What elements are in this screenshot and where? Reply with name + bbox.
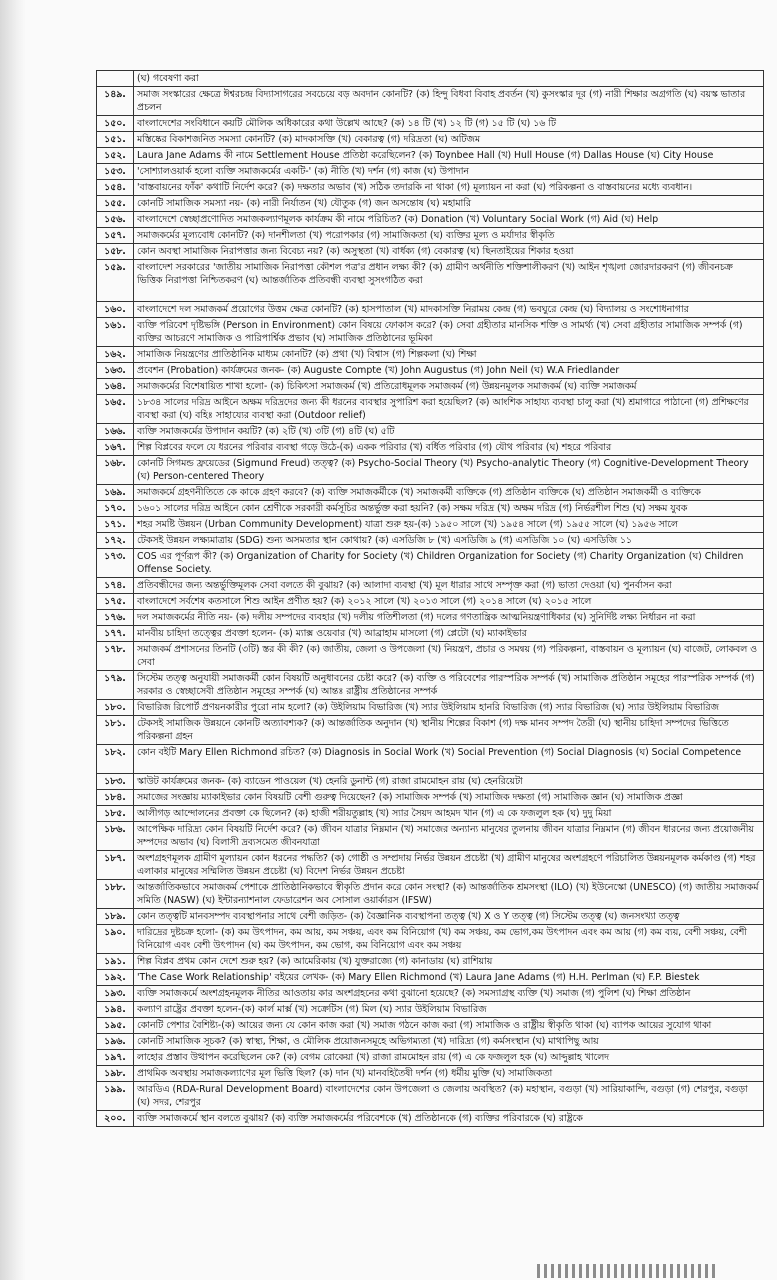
question-number: ১৭৯. (97, 671, 134, 700)
question-text: সমাজ সংস্কারের ক্ষেত্রে ঈশ্বরচন্দ্র বিদ্যাসাগরের সবচেয়ে বড় অবদান কোনটি? (ক) হিন্দু বিধবা বিবাহ প্রবর্তন (খ) কুসংস্কার দূর (গ) নারী শিক্ষার অগ্রগতি (ঘ) বয়স্ক ভাতার প্রচলন (134, 87, 764, 116)
question-number: ১৯৫. (97, 1018, 134, 1034)
question-text: ব্যক্তি সমাজকর্মে অংশগ্রহনমূলক নীতির আওতায় কার অংশগ্রহনের কথা বুঝানো হয়েছে? (ক) সমস্যাগ্রস্থ ব্যক্তি (খ) সমাজ (গ) পুলিশ (ঘ) শিক্ষা প্রতিষ্ঠান (134, 986, 764, 1002)
question-text: সিস্টেম তত্ত্ব অনুযায়ী সমাজকর্মী কোন বিষয়টি অনুধাবনের চেষ্টা করে? (ক) ব্যক্তি ও পরিবেশের পারস্পরিক সম্পর্ক (খ) সামাজিক প্রতিষ্ঠান সমূহের পারস্পরিক সম্পর্ক (গ) সরকার ও স্বেচ্ছাসেবী প্রতিষ্ঠান সমূহের সম্পর্ক (ঘ) আন্তঃ রাষ্ট্রীয় প্রতিষ্ঠানের সম্পর্ক (134, 671, 764, 700)
question-row (97, 774, 764, 790)
question-text: স্কাউট কার্যক্রমের জনক- (ক) ব্যাডেন পাওয়েল (খ) হেনরি ডুনান্ট (গ) রাজা রামমোহন রায় (ঘ) হেনরিয়েটা (134, 774, 764, 790)
question-row (97, 970, 764, 986)
question-text: দল সমাজকর্মের নীতি নয়- (ক) দলীয় সম্পদের ব্যবহার (খ) দলীয় গতিশীলতা (গ) দলের গণতান্ত্রিক আত্মনিয়ন্ত্রণাধিকার (ঘ) সুনির্দিষ্ট লক্ষ্য নির্ধারন না করা (134, 610, 764, 626)
question-row (97, 851, 764, 880)
question-row (97, 347, 764, 363)
question-row (97, 424, 764, 440)
question-text: বাংলাদেশে স্বেচ্ছাপ্রণোদিত সমাজকল্যাণমূলক কার্যক্রম কী নামে পরিচিত? (ক) Donation (খ) Voluntary Social Work (গ) Aid (ঘ) Help (134, 212, 764, 228)
question-text: শহর সমষ্টি উন্নয়ন (Urban Community Development) যাত্রা শুরু হয়-(ক) ১৯৫০ সালে (খ) ১৯৫৪ সালে (গ) ১৯৫৫ সালে (ঘ) ১৯৫৬ সালে (134, 517, 764, 533)
question-number: ১৬৬. (97, 424, 134, 440)
question-number: ১৮৯. (97, 909, 134, 925)
question-number: ১৫৬. (97, 212, 134, 228)
question-text: শিল্প বিপ্লব প্রথম কোন দেশে শুরু হয়? (ক) আমেরিকায় (খ) যুক্তরাজ্যে (গ) কানাডায় (ঘ) রাশিয়ায় (134, 954, 764, 970)
question-row (97, 909, 764, 925)
question-row (97, 164, 764, 180)
question-row (97, 363, 764, 379)
question-row (97, 1050, 764, 1066)
question-text: শিল্প বিপ্লবের ফলে যে ধরনের পরিবার ব্যবস্থা গড়ে উঠে-(ক) একক পরিবার (খ) বর্ধিত পরিবার (গ) যৌথ পরিবার (ঘ) শহরে পরিবার (134, 440, 764, 456)
question-text: বাংলাদেশে দল সমাজকর্ম প্রয়োগের উত্তম ক্ষেত্র কোনটি? (ক) হাসপাতাল (খ) মাদকাসক্তি নিরাময় কেন্দ্র (গ) ভবঘুরে কেন্দ্র (ঘ) বিদ্যালয় ও সংশোধনাগার (134, 302, 764, 318)
question-text: বিভারিজ রিপোর্ট প্রণয়নকারীর পুরো নাম হলো? (ক) উইলিয়াম বিভারিজ (খ) স্যার উইলিয়াম হানরি বিভারিজ (গ) স্যার বিভারিজ (ঘ) স্যার উইলিয়াম বিভারিজ (134, 700, 764, 716)
question-row (97, 501, 764, 517)
question-number: ১৯০. (97, 925, 134, 954)
question-row (97, 485, 764, 501)
question-number: ১৭৪. (97, 578, 134, 594)
question-number: ১৫৪. (97, 180, 134, 196)
question-row (97, 700, 764, 716)
question-number: ১৬৮. (97, 456, 134, 485)
question-text: প্রাথমিক অবস্থায় সমাজকল্যাণের মূল ভিত্তি ছিল? (ক) দান (খ) মানবহিতৈষী দর্শন (গ) ধর্মীয় মুক্তি (ঘ) সামাজিকতা (134, 1066, 764, 1082)
question-row (97, 260, 764, 302)
question-text: সমাজকর্মের বিশেষায়িত শাখা হলো- (ক) চিকিৎসা সমাজকর্ম (খ) প্রতিরোধমূলক সমাজকর্ম (গ) উন্নয়নমূলক সমাজকর্ম (ঘ) ব্যক্তি সমাজকর্ম (134, 379, 764, 395)
question-number: ১৭৫. (97, 594, 134, 610)
question-text: কোনটি সামাজিক সূচক? (ক) স্বাস্থ্য, শিক্ষা, ও মৌলিক প্রয়োজনসমূহে অভিগম্যতা (খ) দারিদ্র্য (গ) কর্মসংস্থান (ঘ) মাথাপিছু আয় (134, 1034, 764, 1050)
question-row (97, 880, 764, 909)
question-text: COS এর পূর্ণরূপ কী? (ক) Organization of Charity for Society (খ) Children Organization for Society (গ) Charity Organization (ঘ) Children Offense Society. (134, 549, 764, 578)
question-text: 'সোশ্যালওয়ার্ক হলো ব্যক্তি সমাজকর্মের একটি-' (ক) নীতি (খ) দর্শন (গ) কাজ (ঘ) উপাদান (134, 164, 764, 180)
question-row (97, 626, 764, 642)
question-text: টেকসই উন্নয়ন লক্ষ্যমাত্রায় (SDG) শুন্য অসমতার স্থান কোথায়? (ক) এসডিজি ৮ (খ) এসডিজি ৯ (গ) এসডিজি ১০ (ঘ) এসডিজি ১১ (134, 533, 764, 549)
question-text: 'বাস্তবায়নের ফাঁক' কথাটি নির্দেশ করে? (ক) দক্ষতার অভাব (খ) সঠিক তদারকি না থাকা (গ) মূল্যায়ন না করা (ঘ) পরিকল্পনা ও বাস্তবায়নের মধ্যে ব্যবধান। (134, 180, 764, 196)
question-row (97, 806, 764, 822)
question-number: ১৬১. (97, 318, 134, 347)
question-number: ১৯৮. (97, 1066, 134, 1082)
question-row (97, 1002, 764, 1018)
question-text: সামাজিক নিয়ন্ত্রণের প্রাতিষ্ঠানিক মাধ্যম কোনটি? (ক) প্রথা (খ) বিশ্বাস (গ) শিল্পকলা (ঘ) শিক্ষা (134, 347, 764, 363)
question-text: টেকসই সামাজিক উন্নয়নে কোনটি অত্যাবশ্যক? (ক) আন্তর্জাতিক অনুদান (খ) স্থানীয় শিল্পের বিকাশ (গ) দক্ষ মানব সম্পদ তৈরী (ঘ) স্থানীয় চাহিদা সম্পদের ভিত্তিতে পরিকল্পনা গ্রহন (134, 716, 764, 745)
question-text: কল্যাণ রাষ্ট্রের প্রবক্তা হলেন-(ক) কার্ল মার্ক্স (খ) সক্রেটিস (গ) মিল (ঘ) স্যার উইলিয়াম বিভারিজ (134, 1002, 764, 1018)
question-row (97, 1066, 764, 1082)
question-number: ২০০. (97, 1111, 134, 1127)
question-number: ১৫০. (97, 116, 134, 132)
question-number: ১৮৫. (97, 806, 134, 822)
question-number: ১৮৬. (97, 822, 134, 851)
question-number: ১৯২. (97, 970, 134, 986)
question-row (97, 1111, 764, 1127)
question-number: ১৭৮. (97, 642, 134, 671)
question-row (97, 1034, 764, 1050)
question-text: লাহোর প্রস্তাব উত্থাপন করেছিলেন কে? (ক) বেগম রোকেয়া (খ) রাজা রামমোহন রায় (গ) এ কে ফজলুল হক (ঘ) আব্দুল্লাহ খালেদ (134, 1050, 764, 1066)
question-number: ১৬৯. (97, 485, 134, 501)
question-number: ১৬৩. (97, 363, 134, 379)
question-number: ১৭৭. (97, 626, 134, 642)
question-text: কোন তত্ত্বটি মানবসম্পদ ব্যবস্থাপনার সাথে বেশী জড়িত- (ক) বৈজ্ঞানিক ব্যবস্থাপনা তত্ত্ব (খ) X ও Y তত্ত্ব (গ) সিস্টেম তত্ত্ব (ঘ) জনসংখ্যা তত্ত্ব (134, 909, 764, 925)
question-number: ১৯১. (97, 954, 134, 970)
question-number: ১৯৪. (97, 1002, 134, 1018)
question-row (97, 116, 764, 132)
question-text: সমাজকর্মের মূল্যবোধ কোনটি? (ক) দানশীলতা (খ) পরোপকার (গ) সামাজিকতা (ঘ) ব্যক্তির মূল্য ও মর্যাদার স্বীকৃতি (134, 228, 764, 244)
question-text: Laura Jane Adams কী নামে Settlement House প্রতিষ্ঠা করেছিলেন? (ক) Toynbee Hall (খ) Hull House (গ) Dallas House (ঘ) City House (134, 148, 764, 164)
question-number: ১৫৯. (97, 260, 134, 302)
question-text: প্রবেশন (Probation) কার্যক্রমের জনক- (ক) Auguste Compte (খ) John Augustus (গ) John Neil (ঘ) W.A Friedlander (134, 363, 764, 379)
question-text: 'The Case Work Relationship' বইয়ের লেখক- (ক) Mary Ellen Richmond (খ) Laura Jane Adams (গ) H.H. Perlman (ঘ) F.P. Biestek (134, 970, 764, 986)
question-row (97, 533, 764, 549)
question-row (97, 196, 764, 212)
question-text: দারিদ্রের দুষ্টচক্র হলো- (ক) কম উৎপাদন, কম আয়, কম সঞ্চয়, এবং কম বিনিয়োগ (খ) কম সঞ্চয়, কম ভোগ,কম উৎপাদন এবং কম আয় (গ) কম ব্যয়, বেশী সঞ্চয়, বেশী বিনিয়োগ এবং বেশী উৎপাদন (ঘ) কম উৎপাদন, কম ভোগ, কম বিনিয়োগ এবং কম সঞ্চয় (134, 925, 764, 954)
question-number: ১৬৪. (97, 379, 134, 395)
question-text: প্রতিবন্ধীদের জন্য অন্তর্ভুক্তিমূলক সেবা বলতে কী বুঝায়? (ক) আলাদা ব্যবস্থা (খ) মূল ধারার সাথে সম্পৃক্ত করা (গ) ভাতা দেওয়া (ঘ) পুনর্বাসন করা (134, 578, 764, 594)
question-row (97, 87, 764, 116)
question-text: কোন অবস্থা সামাজিক নিরাপত্তার জন্য বিবেচ্য নয়? (ক) অসুস্থতা (খ) বার্ধক্য (গ) বেকারত্ব (ঘ) ছিনতাইয়ের শিকার হওয়া (134, 244, 764, 260)
question-row (97, 986, 764, 1002)
question-row (97, 456, 764, 485)
question-text: মানবীয় চাহিদা তত্ত্বের প্রবক্তা হলেন- (ক) ম্যাক্স ওয়েবার (খ) আব্রাহাম মাসলো (গ) প্লেটো (ঘ) ম্যাকাইভার (134, 626, 764, 642)
question-number: ১৫১. (97, 132, 134, 148)
question-number: ১৮১. (97, 716, 134, 745)
question-row (97, 302, 764, 318)
question-number: ১৬২. (97, 347, 134, 363)
question-text: কোনটি সিগমন্ড ফ্রয়েডের (Sigmund Freud) তত্ত্ব? (ক) Psycho-Social Theory (খ) Psycho-analytic Theory (গ) Cognitive-Development Theory (ঘ) Person-centered Theory (134, 456, 764, 485)
question-row (97, 954, 764, 970)
question-row (97, 1082, 764, 1111)
question-row (97, 71, 764, 87)
page-edge-shadow (0, 0, 26, 1280)
question-number: ১৯৩. (97, 986, 134, 1002)
question-row (97, 517, 764, 533)
question-row (97, 671, 764, 700)
question-text: ১৮৩৪ সালের দরিদ্র আইনে অক্ষম দরিদ্রদের জন্য কী ধরনের ব্যবস্থার সুপারিশ করা হয়েছিল? (ক) আংশিক সাহায্য ব্যবস্থা চালু করা (খ) শ্রমাগারে পাঠানো (গ) প্রশিক্ষণের ব্যবস্থা করা (ঘ) বহিঃ সাহায্যের ব্যবস্থা করা (Outdoor relief) (134, 395, 764, 424)
question-number: ১৮৩. (97, 774, 134, 790)
question-number: ১৯৯. (97, 1082, 134, 1111)
question-table (96, 70, 764, 1127)
question-table-body (97, 71, 764, 1127)
question-row (97, 132, 764, 148)
question-row (97, 244, 764, 260)
question-row (97, 642, 764, 671)
question-row (97, 716, 764, 745)
question-row (97, 578, 764, 594)
question-text: কোনটি সামাজিক সমস্যা নয়- (ক) নারী নির্যাতন (খ) যৌতুক (গ) জন অসন্তোষ (ঘ) মহামারি (134, 196, 764, 212)
question-text: আরডিএ (RDA-Rural Development Board) বাংলাদেশের কোন উপজেলা ও জেলায় অবস্থিত? (ক) মহাস্থান, বগুড়া (খ) সারিয়াকান্দি, বগুড়া (গ) শেরপুর, বগুড়া (ঘ) সদর, শেরপুর (134, 1082, 764, 1111)
question-number: ১৬৫. (97, 395, 134, 424)
question-text: বাংলাদেশে সর্বশেষ কতসালে শিশু আইন প্রণীত হয়? (ক) ২০১২ সালে (খ) ২০১৩ সালে (গ) ২০১৪ সালে (ঘ) ২০১৫ সালে (134, 594, 764, 610)
question-text: আপেক্ষিক দারিদ্র্য কোন বিষয়টি নির্দেশ করে? (ক) জীবন যাত্রার নিম্নমান (খ) সমাজের অন্যান্য মানুষের তুলনায় জীবন যাত্রার নিম্নমান (গ) জীবন ধারনের জন্য প্রয়োজনীয় সম্পদের অভাব (ঘ) বিলাসী দ্রব্যসমেত জীবনযাত্রা (134, 822, 764, 851)
question-number: ১৭০. (97, 501, 134, 517)
question-row (97, 822, 764, 851)
question-row (97, 594, 764, 610)
question-number: ১৮০. (97, 700, 134, 716)
question-number: ১৮২. (97, 745, 134, 774)
question-text: ব্যক্তি পরিবেশ দৃষ্টিভঙ্গি (Person in Environment) কোন বিষয়ে ফোকাস করে? (ক) সেবা গ্রহীতার মানসিক শক্তি ও সামর্থ্য (খ) সেবা গ্রহীতার সামাজিক সম্পর্ক (গ) ব্যক্তির আচরণে সামাজিক ও পারিপার্শ্বিক প্রভাব (ঘ) সামাজিক প্রতিষ্ঠানের ভূমিকা (134, 318, 764, 347)
question-text: সমাজকর্ম প্রশাসনের তিনটি (৩টি) স্তর কী কী? (ক) জাতীয়, জেলা ও উপজেলা (খ) নিয়ন্ত্রণ, প্রচার ও সমন্বয় (গ) পরিকল্পনা, বাস্তবায়ন ও মূল্যায়ন (ঘ) বাজেট, লোকবল ও সেবা (134, 642, 764, 671)
question-number: ১৫৭. (97, 228, 134, 244)
question-row (97, 549, 764, 578)
question-row (97, 745, 764, 774)
question-text: বাংলাদেশের সংবিধানে কয়টি মৌলিক অধিকারের কথা উল্লেখ আছে? (ক) ১৪ টি (খ) ১২ টি (গ) ১৫ টি (ঘ) ১৬ টি (134, 116, 764, 132)
question-row (97, 148, 764, 164)
question-number: ১৮৭. (97, 851, 134, 880)
question-number: ১৭১. (97, 517, 134, 533)
question-text: আলীগড় আন্দোলনের প্রবক্তা কে ছিলেন? (ক) হাজী শরীয়তুল্লাহ (খ) স্যার সৈয়দ আহমদ খান (গ) এ কে ফজলুল হক (ঘ) দুদু মিয়া (134, 806, 764, 822)
question-text: অংশগ্রহণমূলক গ্রামীণ মূল্যায়ন কোন ধরনের পদ্ধতি? (ক) গোষ্ঠী ও সম্প্রদায় নির্ভর উন্নয়ন প্রচেষ্টা (খ) গ্রামীণ মানুষের অংশগ্রহণে পরিচালিত উন্নয়নমূলক কর্মকাণ্ড (গ) শহর এলাকার মানুষের সম্মিলিত উন্নয়ন প্রচেষ্টা (ঘ) বিদেশ নির্ভর উন্নয়ন প্রচেষ্টা (134, 851, 764, 880)
question-text: কোন বইটি Mary Ellen Richmond রচিত? (ক) Diagnosis in Social Work (খ) Social Prevention (গ) Social Diagnosis (ঘ) Social Competence (134, 745, 764, 774)
question-text: মস্তিষ্কের বিকাশজনিত সমস্যা কোনটি? (ক) মাদকাসক্তি (খ) বেকারত্ব (গ) দরিদ্রতা (ঘ) অটিজম (134, 132, 764, 148)
question-row (97, 440, 764, 456)
question-number: ১৯৬. (97, 1034, 134, 1050)
question-row (97, 610, 764, 626)
question-text: কোনটি পেশার বৈশিষ্ট্য-(ক) আয়ের জন্য যে কোন কাজ করা (খ) সমাজ গঠনে কাজ করা (গ) সামাজিক ও রাষ্ট্রীয় স্বীকৃতি থাকা (ঘ) ব্যাপক আয়ের সুযোগ থাকা (134, 1018, 764, 1034)
question-text: সমাজের সংজ্ঞায় ম্যাকাইভার কোন বিষয়টি বেশী গুরুত্ব দিয়েছেন? (ক) সামাজিক সম্পর্ক (খ) সামাজিক দক্ষতা (গ) সামাজিক জ্ঞান (ঘ) সামাজিক প্রজ্ঞা (134, 790, 764, 806)
question-row (97, 1018, 764, 1034)
question-number (97, 71, 134, 87)
question-number: ১৮৪. (97, 790, 134, 806)
question-row (97, 180, 764, 196)
question-row (97, 925, 764, 954)
question-text: বাংলাদেশ সরকারের 'জাতীয় সামাজিক নিরাপত্তা কৌশল পত্র'র প্রধান লক্ষ্য কী? (ক) গ্রামীণ অর্থনীতি শক্তিশালীকরণ (খ) আইন শৃঙ্খলা জোরদারকরণ (গ) জীবনচক্র ভিত্তিক নিরাপত্তা নিশ্চিতকরণ (ঘ) আন্তর্জাতিক প্রতিবন্ধী ব্যবস্থা সুসংগঠিত করা (134, 260, 764, 302)
question-row (97, 790, 764, 806)
question-number: ১৫৩. (97, 164, 134, 180)
question-text: আন্তর্জাতিকভাবে সমাজকর্ম পেশাকে প্রাতিষ্ঠানিকভাবে স্বীকৃতি প্রদান করে কোন সংস্থা? (ক) আন্তর্জাতিক শ্রমসংস্থা (ILO) (খ) ইউনেস্কো (UNESCO) (গ) জাতীয় সমাজকর্ম সমিতি (NASW) (ঘ) ইন্টারন্যাশনাল ফেডারেশন অব সোসাল ওয়ার্কারস (IFSW) (134, 880, 764, 909)
question-row (97, 318, 764, 347)
question-number: ১৭২. (97, 533, 134, 549)
question-text: ব্যক্তি সমাজকর্মের উপাদান কয়টি? (ক) ২টি (খ) ৩টি (গ) ৪টি (ঘ) ৫টি (134, 424, 764, 440)
question-number: ১৮৮. (97, 880, 134, 909)
question-row (97, 395, 764, 424)
question-row (97, 379, 764, 395)
question-text: (ঘ) গবেষণা করা (134, 71, 764, 87)
question-number: ১৬৭. (97, 440, 134, 456)
question-number: ১৭৬. (97, 610, 134, 626)
question-number: ১৫৮. (97, 244, 134, 260)
question-number: ১৫৫. (97, 196, 134, 212)
question-number: ১৬০. (97, 302, 134, 318)
question-text: সমাজকর্মে গ্রহণনীতিতে কে কাকে গ্রহণ করবে? (ক) ব্যক্তি সমাজকর্মীকে (খ) সমাজকর্মী ব্যক্তিকে (গ) প্রতিষ্ঠান ব্যক্তিকে (ঘ) প্রতিষ্ঠান সমাজকর্মী ও ব্যক্তিকে (134, 485, 764, 501)
question-text: ব্যক্তি সমাজকর্মে স্থান বলতে বুঝায়? (ক) ব্যক্তি সমাজকর্মের পরিবেশকে (খ) প্রতিষ্ঠানকে (গ) ব্যক্তির পরিবারকে (ঘ) রাষ্ট্রকে (134, 1111, 764, 1127)
question-number: ১৪৯. (97, 87, 134, 116)
question-row (97, 228, 764, 244)
question-number: ১৫২. (97, 148, 134, 164)
question-number: ১৭৩. (97, 549, 134, 578)
scan-artifact (537, 1264, 717, 1278)
question-text: ১৬০১ সালের দরিদ্র আইনে কোন শ্রেণীকে সরকারী কর্মসূচির অন্তর্ভুক্ত করা হয়নি? (ক) সক্ষম দরিদ্র (খ) অক্ষম দরিদ্র (গ) নির্ভরশীল শিশু (ঘ) সক্ষম যুবক (134, 501, 764, 517)
question-number: ১৯৭. (97, 1050, 134, 1066)
question-row (97, 212, 764, 228)
